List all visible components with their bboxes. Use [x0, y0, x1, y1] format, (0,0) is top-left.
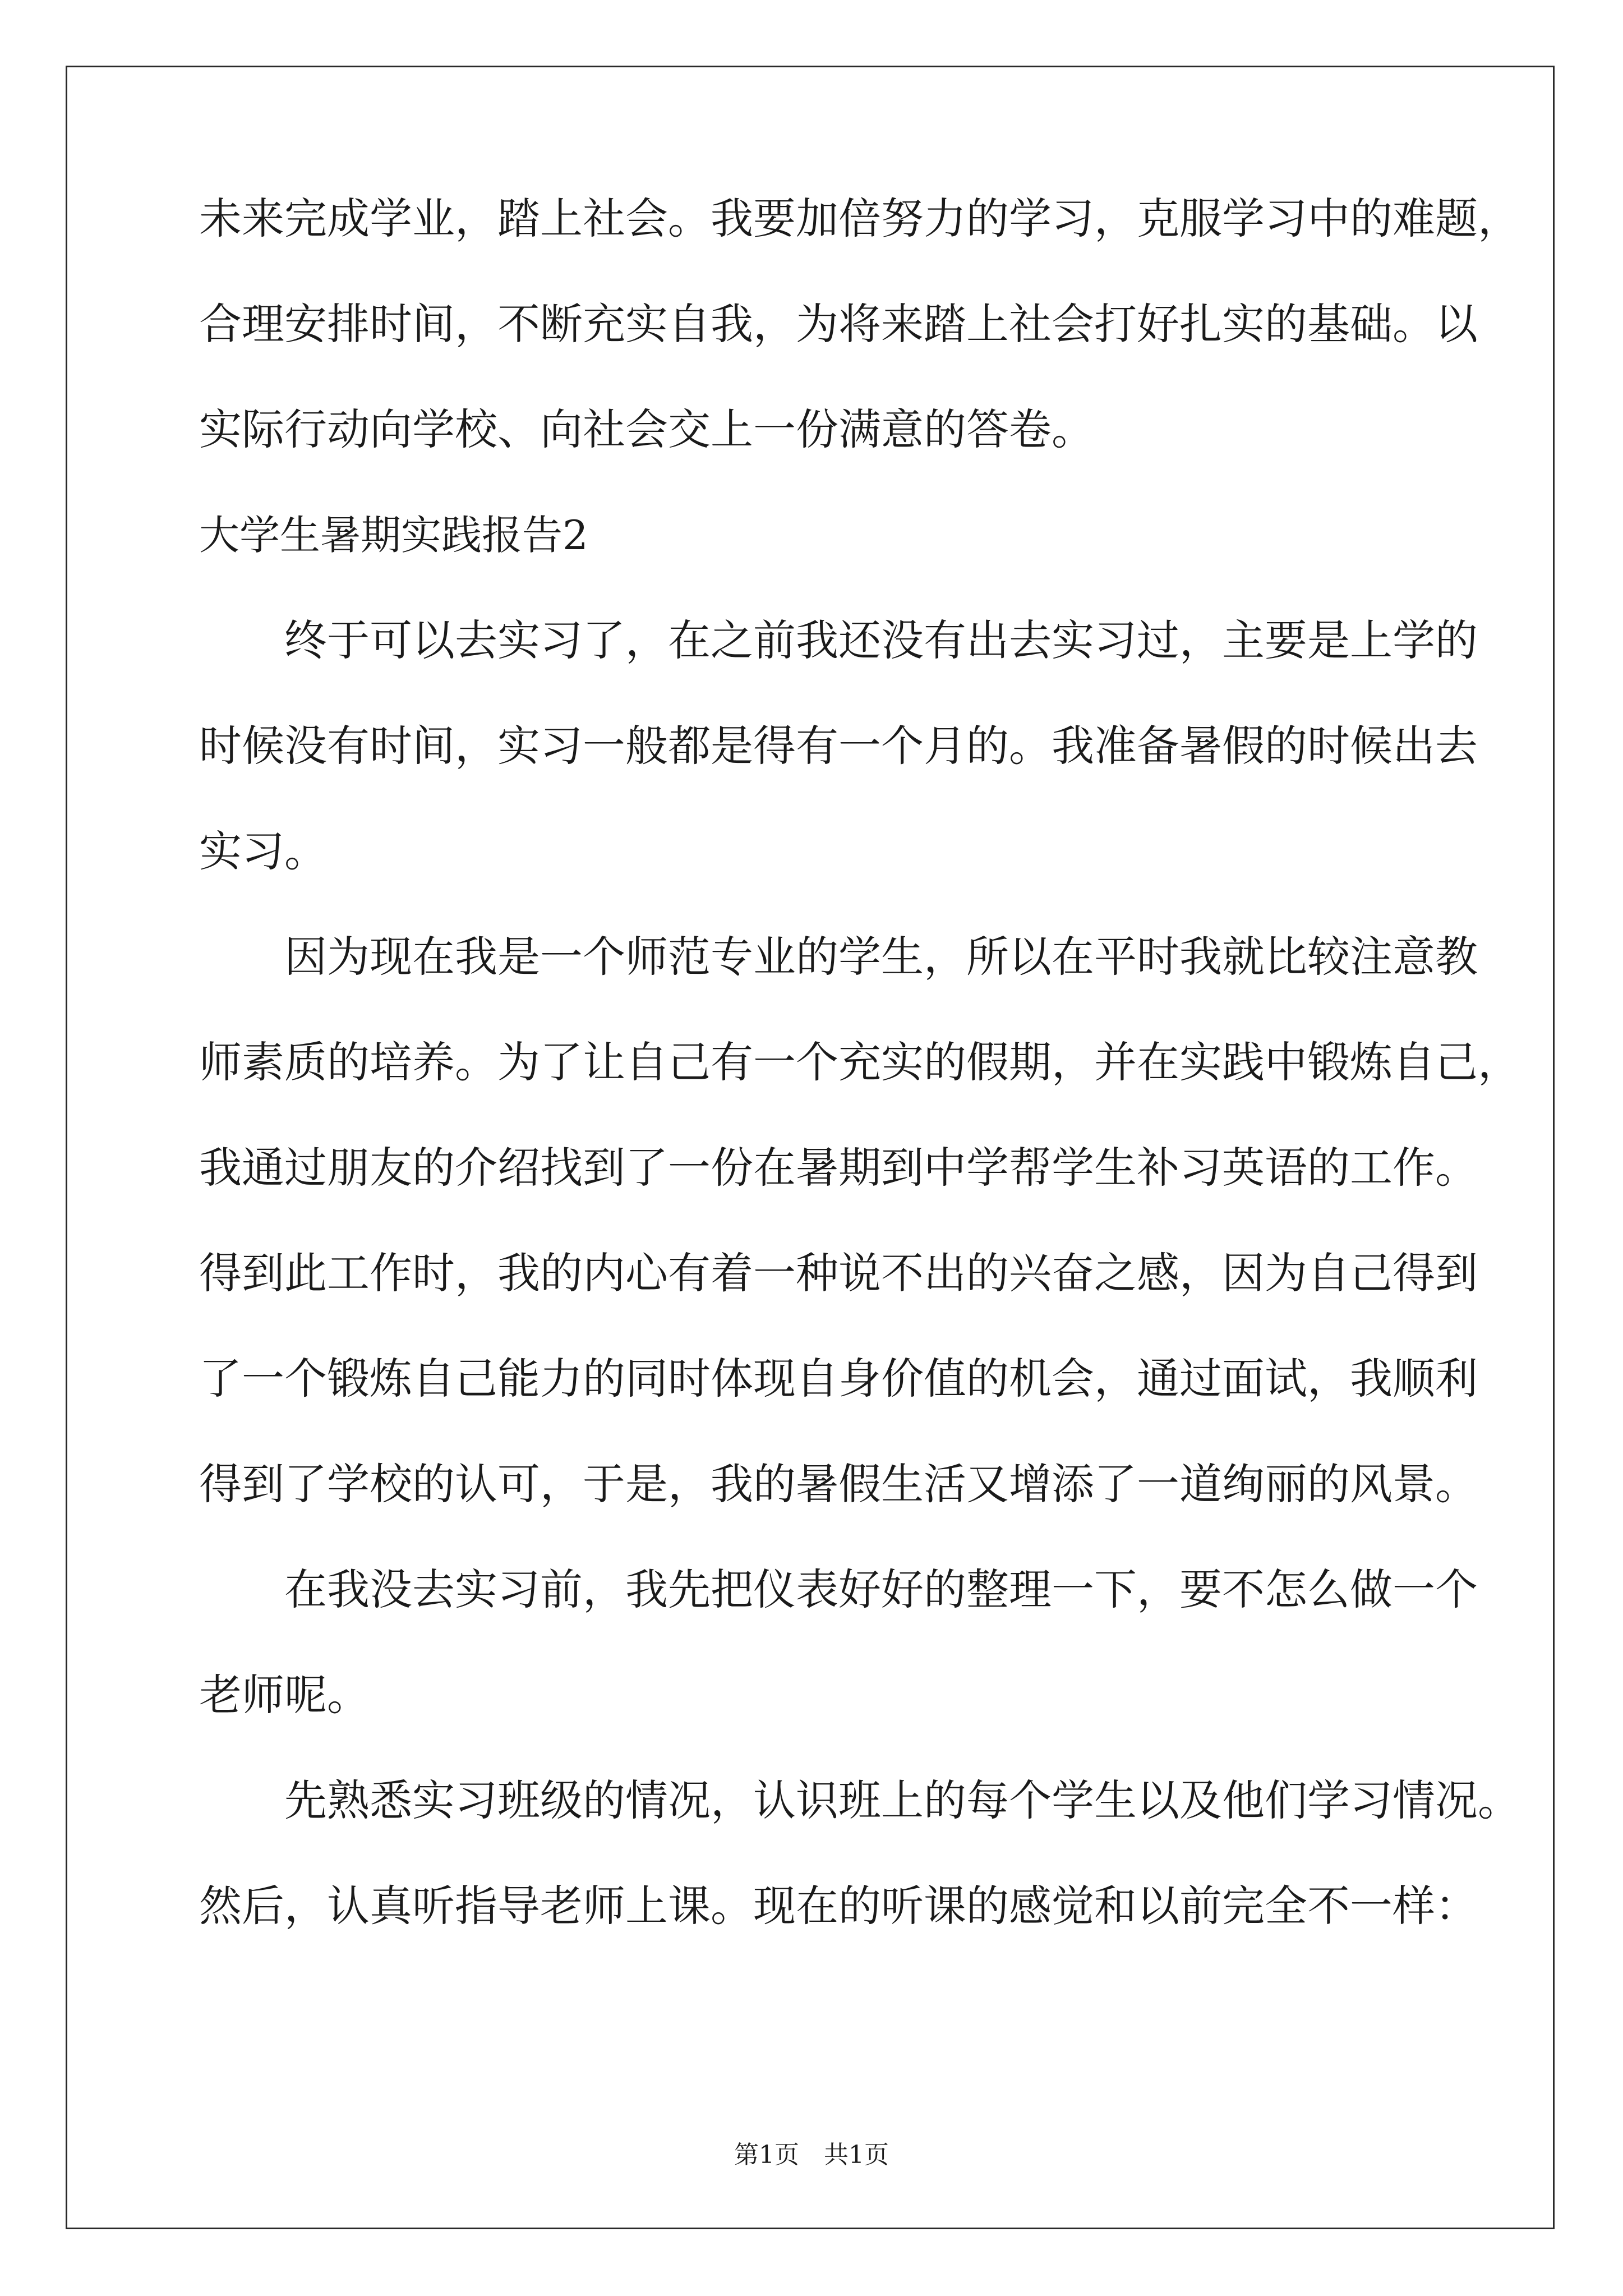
paragraph-line: 师素质的培养。为了让自己有一个充实的假期，并在实践中锻炼自己， [199, 1037, 1520, 1087]
paragraph-line: 了一个锻炼自己能力的同时体现自身价值的机会，通过面试，我顺利 [199, 1354, 1478, 1404]
paragraph-line: 然后，认真听指导老师上课。现在的听课的感觉和以前完全不一样： [199, 1881, 1478, 1931]
page-footer: 第1页 共1页 [734, 2141, 889, 2169]
section-heading: 大学生暑期实践报告2 [199, 512, 588, 559]
paragraph-line: 老师呢。 [199, 1670, 370, 1720]
paragraph-line: 实际行动向学校、向社会交上一份满意的答卷。 [199, 404, 1094, 454]
paragraph-line: 得到此工作时，我的内心有着一种说不出的兴奋之感，因为自己得到 [199, 1248, 1478, 1298]
paragraph-line: 合理安排时间，不断充实自我，为将来踏上社会打好扎实的基础。以 [199, 299, 1478, 349]
paragraph-line: 我通过朋友的介绍找到了一份在暑期到中学帮学生补习英语的工作。 [199, 1143, 1478, 1193]
paragraph-line: 在我没去实习前，我先把仪表好好的整理一下，要不怎么做一个 [199, 1565, 1478, 1614]
paragraph-line: 实习。 [199, 826, 327, 876]
paragraph-line: 先熟悉实习班级的情况，认识班上的每个学生以及他们学习情况。 [199, 1775, 1520, 1825]
paragraph-line: 因为现在我是一个师范专业的学生，所以在平时我就比较注意教 [199, 932, 1478, 982]
paragraph-line: 终于可以去实习了，在之前我还没有出去实习过，主要是上学的 [199, 615, 1478, 665]
paragraph-line: 时候没有时间，实习一般都是得有一个月的。我准备暑假的时候出去 [199, 721, 1478, 771]
paragraph-line: 未来完成学业，踏上社会。我要加倍努力的学习，克服学习中的难题， [199, 194, 1520, 243]
paragraph-line: 得到了学校的认可，于是，我的暑假生活又增添了一道绚丽的风景。 [199, 1459, 1478, 1509]
